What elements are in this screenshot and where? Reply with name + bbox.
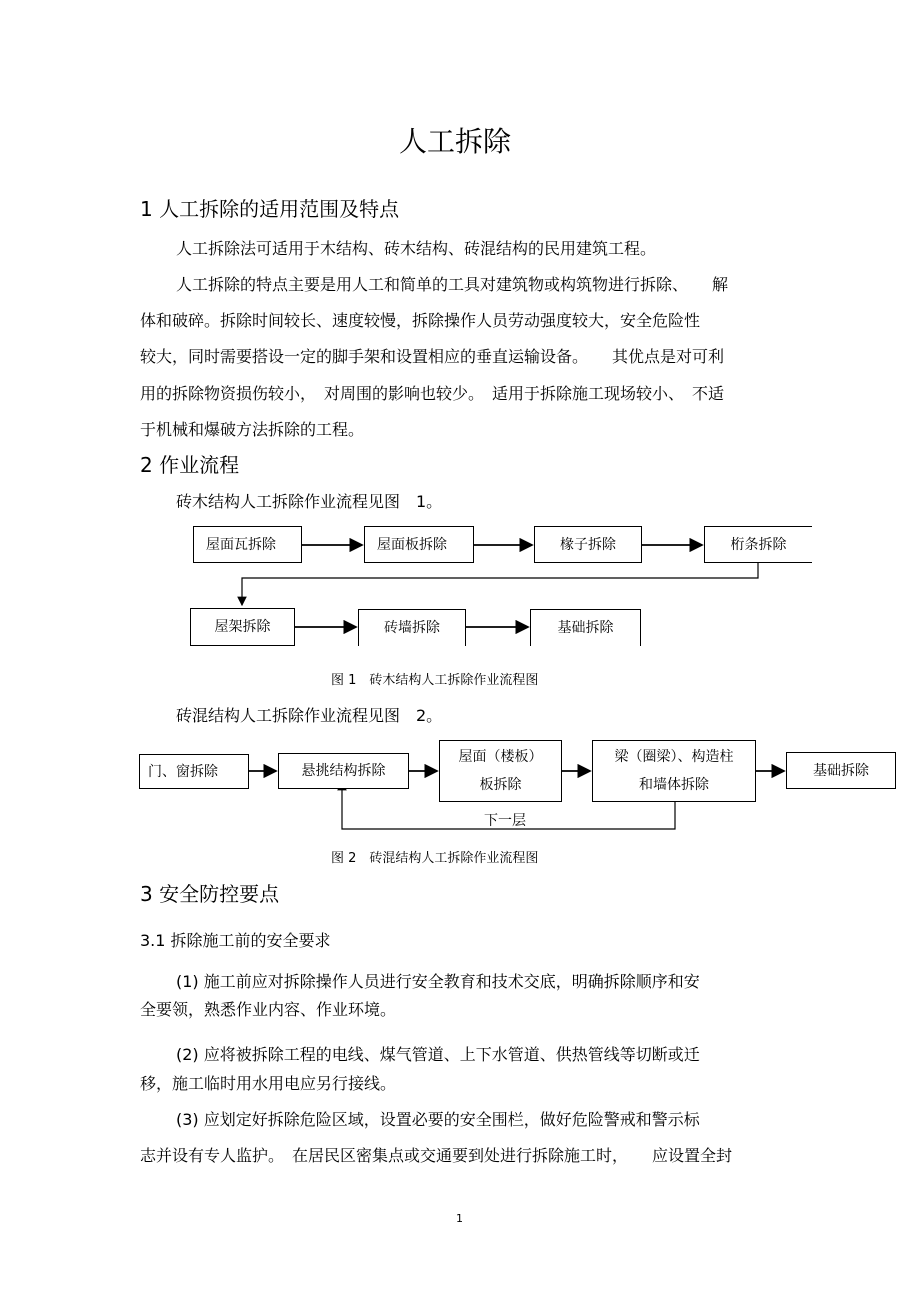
paragraph-line: 于机械和爆破方法拆除的工程。 (140, 420, 365, 439)
list-item-line: 志并设有专人监护。 在居民区密集点或交通要到处进行拆除施工时， 应设置全封 (140, 1146, 733, 1165)
flow-box: 椽子拆除 (534, 526, 642, 563)
flow-box: 砖墙拆除 (358, 609, 466, 646)
section-2-heading: 2 作业流程 (140, 453, 240, 477)
flow-box: 屋架拆除 (190, 608, 295, 646)
list-item-line: 移，施工临时用水用电应另行接线。 (140, 1074, 397, 1093)
box-line: 和墙体拆除 (639, 777, 709, 793)
loop-label: 下一层 (484, 813, 526, 829)
list-item-line: (2) 应将被拆除工程的电线、煤气管道、上下水管道、供热管线等切断或迁 (176, 1045, 700, 1064)
flow-box: 桁条拆除 (704, 526, 812, 563)
page-title: 人工拆除 (398, 125, 511, 158)
flow-box: 屋面瓦拆除 (193, 526, 302, 563)
page-number: 1 (456, 1212, 463, 1225)
section-3-heading: 3 安全防控要点 (140, 882, 280, 906)
box-line: 梁（圈梁）、构造柱 (614, 749, 734, 765)
figure-2-caption: 图 2 砖混结构人工拆除作业流程图 (331, 851, 539, 866)
paragraph-line: 人工拆除法可适用于木结构、砖木结构、砖混结构的民用建筑工程。 (176, 239, 657, 258)
box-line: 板拆除 (479, 777, 522, 793)
flow-box: 屋面板拆除 (364, 526, 474, 563)
flow-box: 基础拆除 (786, 752, 896, 789)
paragraph-line: 用的拆除物资损伤较小， 对周围的影响也较少。 适用于拆除施工现场较小、 不适 (140, 384, 725, 403)
section-3-1-heading: 3.1 拆除施工前的安全要求 (140, 931, 331, 950)
paragraph-line: 人工拆除的特点主要是用人工和简单的工具对建筑物或构筑物进行拆除、 解 (176, 275, 729, 294)
section-1-heading: 1 人工拆除的适用范围及特点 (140, 197, 400, 221)
paragraph-line: 体和破碎。拆除时间较长、速度较慢，拆除操作人员劳动强度较大，安全危险性 (140, 311, 701, 330)
flow-box (439, 740, 562, 802)
flow-box: 悬挑结构拆除 (278, 753, 409, 789)
paragraph-line: 较大，同时需要搭设一定的脚手架和设置相应的垂直运输设备。 其优点是对可利 (140, 347, 725, 366)
figure-1-caption: 图 1 砖木结构人工拆除作业流程图 (331, 673, 539, 688)
figure-2-intro: 砖混结构人工拆除作业流程见图 2。 (176, 706, 443, 725)
list-item-line: (1) 施工前应对拆除操作人员进行安全教育和技术交底，明确拆除顺序和安 (176, 972, 700, 991)
figure-1-intro: 砖木结构人工拆除作业流程见图 1。 (176, 492, 443, 511)
arrow (242, 562, 758, 605)
box-line: 屋面（楼板） (458, 749, 543, 765)
flow-box: 基础拆除 (530, 609, 641, 646)
flow-box (592, 740, 756, 802)
list-item-line: (3) 应划定好拆除危险区域，设置必要的安全围栏，做好危险警戒和警示标 (176, 1110, 700, 1129)
flow-box: 门、窗拆除 (139, 754, 249, 789)
list-item-line: 全要领，熟悉作业内容、作业环境。 (140, 1000, 397, 1019)
